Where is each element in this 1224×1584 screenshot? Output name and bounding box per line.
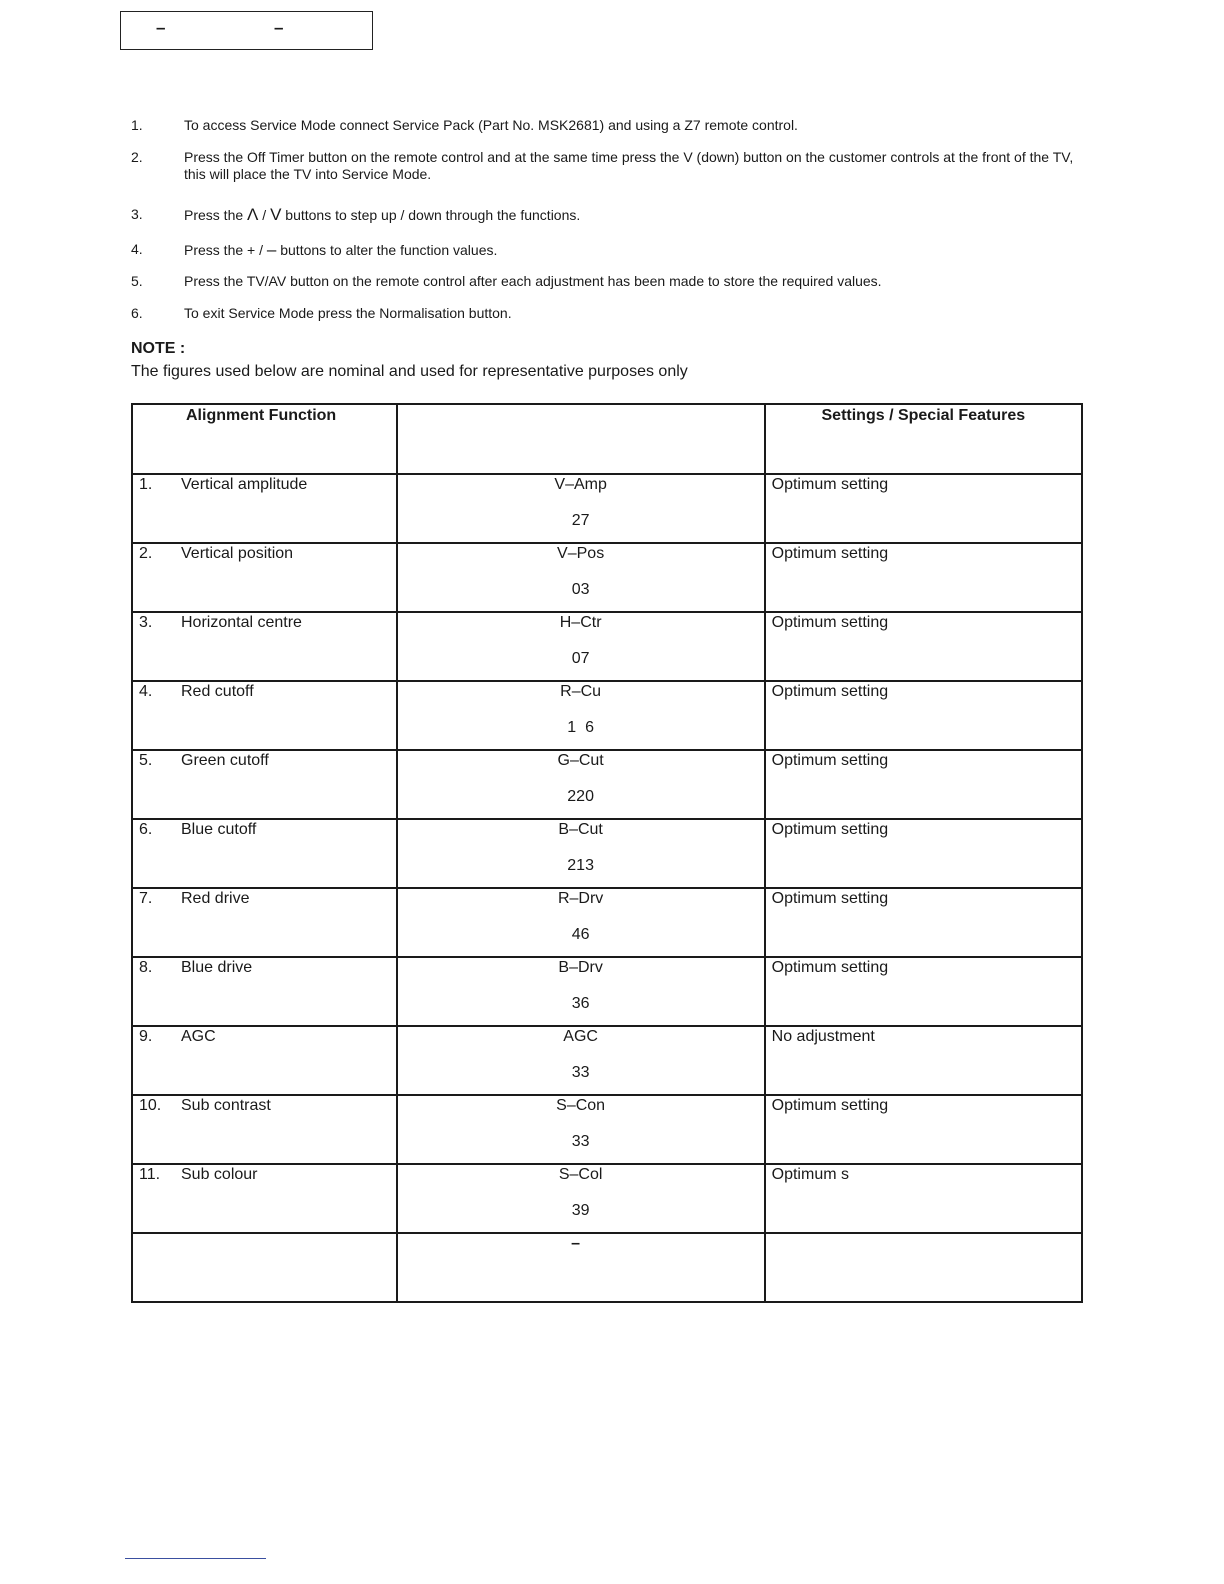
table-row bbox=[132, 957, 1082, 1026]
function-value: 39 bbox=[571, 1202, 590, 1219]
table-row-empty bbox=[132, 1233, 1082, 1302]
function-code: H–Ctr bbox=[559, 614, 602, 631]
row-number: 7. bbox=[139, 890, 153, 907]
header-box bbox=[120, 11, 373, 50]
function-value: 03 bbox=[571, 581, 590, 598]
down-arrow-icon: V bbox=[270, 205, 282, 224]
row-number: 1. bbox=[139, 476, 153, 493]
step-number: 3. bbox=[131, 206, 143, 222]
note-text: The figures used below are nominal and used for representative purposes only bbox=[131, 363, 688, 380]
step-number: 2. bbox=[131, 149, 143, 165]
function-label: Red cutoff bbox=[181, 683, 254, 700]
row-number: 6. bbox=[139, 821, 153, 838]
code-cell bbox=[397, 474, 765, 543]
setting-cell: Optimum setting bbox=[765, 957, 1082, 1026]
row-number: 10. bbox=[139, 1097, 162, 1114]
function-cell bbox=[132, 543, 397, 612]
row-number: 8. bbox=[139, 959, 153, 976]
step-separator: / bbox=[258, 207, 271, 223]
table-row bbox=[132, 750, 1082, 819]
setting-cell: Optimum setting bbox=[765, 750, 1082, 819]
step-text-part: buttons to step up / down through the functions. bbox=[281, 207, 581, 223]
setting-cell: Optimum s bbox=[765, 1164, 1082, 1233]
footer-rule bbox=[125, 1558, 266, 1559]
table-row bbox=[132, 681, 1082, 750]
dash-mark: – bbox=[571, 1235, 581, 1252]
setting-cell: Optimum setting bbox=[765, 819, 1082, 888]
step-text bbox=[184, 241, 1084, 259]
function-cell bbox=[132, 1164, 397, 1233]
function-cell bbox=[132, 750, 397, 819]
function-value: 07 bbox=[571, 650, 590, 667]
function-cell bbox=[132, 888, 397, 957]
code-cell bbox=[397, 543, 765, 612]
function-code: B–Drv bbox=[558, 959, 603, 976]
row-number: 5. bbox=[139, 752, 153, 769]
function-value: 213 bbox=[567, 857, 594, 874]
function-label: Blue cutoff bbox=[181, 821, 257, 838]
setting-cell: Optimum setting bbox=[765, 681, 1082, 750]
function-code: R–Drv bbox=[557, 890, 604, 907]
dash-cell bbox=[397, 1233, 765, 1302]
table-row bbox=[132, 1026, 1082, 1095]
function-code: B–Cut bbox=[558, 821, 603, 838]
step-number: 1. bbox=[131, 117, 143, 133]
code-cell bbox=[397, 1164, 765, 1233]
table-header-row bbox=[132, 404, 1082, 474]
function-value: 33 bbox=[571, 1133, 590, 1150]
header-alignment-function: Alignment Function bbox=[132, 404, 397, 474]
setting-cell: No adjustment bbox=[765, 1026, 1082, 1095]
row-number: 2. bbox=[139, 545, 153, 562]
setting-cell: Optimum setting bbox=[765, 888, 1082, 957]
empty-cell bbox=[132, 1233, 397, 1302]
header-middle bbox=[397, 404, 765, 474]
step-text: Press the TV/AV button on the remote control after each adjustment has been made to store the required values. bbox=[184, 273, 882, 289]
function-code: G–Cut bbox=[557, 752, 604, 769]
table-row bbox=[132, 1095, 1082, 1164]
row-number: 4. bbox=[139, 683, 153, 700]
setting-cell: Optimum setting bbox=[765, 543, 1082, 612]
function-cell bbox=[132, 681, 397, 750]
function-code: V–Amp bbox=[554, 476, 607, 493]
function-value: 33 bbox=[571, 1064, 590, 1081]
header-settings: Settings / Special Features bbox=[765, 404, 1082, 474]
step-text bbox=[184, 206, 1084, 224]
table-row bbox=[132, 612, 1082, 681]
function-label: Red drive bbox=[181, 890, 250, 907]
setting-cell: Optimum setting bbox=[765, 474, 1082, 543]
note-title: NOTE : bbox=[131, 340, 186, 357]
function-cell bbox=[132, 612, 397, 681]
code-cell bbox=[397, 1095, 765, 1164]
empty-cell bbox=[765, 1233, 1082, 1302]
function-cell bbox=[132, 957, 397, 1026]
row-number: 3. bbox=[139, 614, 153, 631]
function-label: Blue drive bbox=[181, 959, 253, 976]
step-number: 5. bbox=[131, 273, 143, 289]
function-label: Sub colour bbox=[181, 1166, 258, 1183]
alignment-table bbox=[131, 403, 1083, 1303]
setting-cell: Optimum setting bbox=[765, 612, 1082, 681]
step-text: Press the Off Timer button on the remote control and at the same time press the V (down) button on the customer controls at the front of the TV, this will place the TV into Service Mode. bbox=[184, 149, 1074, 182]
header-right-mark: – bbox=[274, 18, 284, 37]
function-cell bbox=[132, 474, 397, 543]
function-value: 1 6 bbox=[567, 719, 594, 736]
table-body bbox=[132, 474, 1082, 1302]
code-cell bbox=[397, 1026, 765, 1095]
step-number: 4. bbox=[131, 241, 143, 257]
function-label: Vertical amplitude bbox=[181, 476, 308, 493]
table-row bbox=[132, 819, 1082, 888]
header-left-mark: – bbox=[156, 18, 166, 37]
function-cell bbox=[132, 819, 397, 888]
table-row bbox=[132, 1164, 1082, 1233]
table-row bbox=[132, 543, 1082, 612]
code-cell bbox=[397, 957, 765, 1026]
table-row bbox=[132, 474, 1082, 543]
code-cell bbox=[397, 819, 765, 888]
step-text-part: buttons to alter the function values. bbox=[276, 242, 498, 258]
function-value: 27 bbox=[571, 512, 590, 529]
function-code: V–Pos bbox=[557, 545, 605, 562]
function-label: Sub contrast bbox=[181, 1097, 271, 1114]
code-cell bbox=[397, 681, 765, 750]
code-cell bbox=[397, 888, 765, 957]
function-cell bbox=[132, 1095, 397, 1164]
function-code: AGC bbox=[563, 1028, 598, 1045]
function-value: 46 bbox=[571, 926, 590, 943]
function-label: AGC bbox=[181, 1028, 216, 1045]
function-label: Green cutoff bbox=[181, 752, 269, 769]
row-number: 9. bbox=[139, 1028, 153, 1045]
function-label: Horizontal centre bbox=[181, 614, 302, 631]
step-number: 6. bbox=[131, 305, 143, 321]
function-value: 36 bbox=[571, 995, 590, 1012]
up-arrow-icon: Λ bbox=[247, 205, 259, 224]
table-row bbox=[132, 888, 1082, 957]
code-cell bbox=[397, 612, 765, 681]
function-label: Vertical position bbox=[181, 545, 294, 562]
function-value: 220 bbox=[567, 788, 594, 805]
row-number: 11. bbox=[139, 1166, 161, 1183]
function-code: R–Cu bbox=[560, 683, 602, 700]
setting-cell: Optimum setting bbox=[765, 1095, 1082, 1164]
function-code: S–Col bbox=[558, 1166, 603, 1183]
step-text: To access Service Mode connect Service Pack (Part No. MSK2681) and using a Z7 remote control. bbox=[184, 117, 798, 133]
function-cell bbox=[132, 1026, 397, 1095]
step-text-part: Press the bbox=[184, 207, 248, 223]
step-text: To exit Service Mode press the Normalisation button. bbox=[184, 305, 512, 321]
minus-icon: – bbox=[266, 240, 277, 259]
code-cell bbox=[397, 750, 765, 819]
function-code: S–Con bbox=[556, 1097, 606, 1114]
step-text-part: Press the + / bbox=[184, 242, 267, 258]
